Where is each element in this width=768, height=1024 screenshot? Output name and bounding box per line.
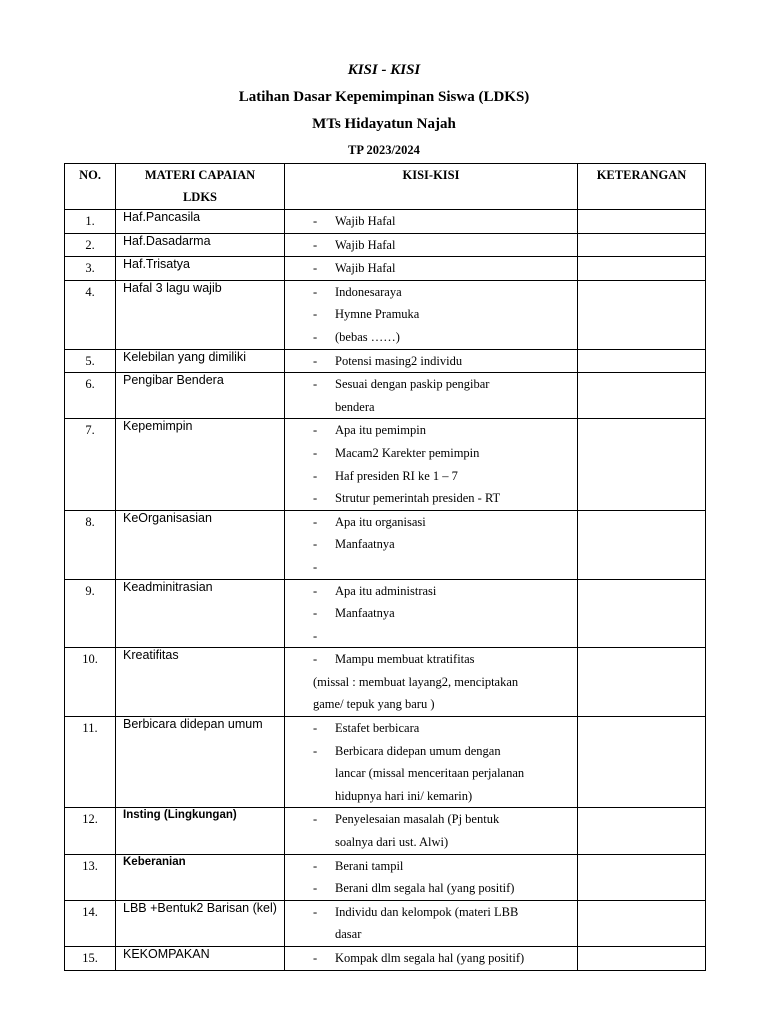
row-keterangan [578, 648, 706, 717]
bullet-dash: - [313, 537, 318, 552]
kisi-line [285, 303, 577, 326]
row-keterangan [578, 510, 706, 579]
kisi-text: Kompak dlm segala hal (yang positif) [335, 951, 525, 965]
kisi-text: Berbicara didepan umum dengan [335, 743, 501, 758]
row-materi: Kreatifitas [116, 648, 285, 717]
kisi-line [285, 556, 577, 579]
kisi-line [285, 210, 577, 233]
kisi-text: Estafet berbicara [335, 721, 420, 736]
row-number: 15. [65, 947, 116, 971]
row-kisi [285, 648, 578, 717]
table-row [65, 349, 706, 373]
kisi-line [285, 855, 577, 878]
row-keterangan [578, 210, 706, 234]
kisi-line [285, 602, 577, 625]
kisi-line [285, 326, 577, 349]
table-row [65, 510, 706, 579]
kisi-text: Wajib Hafal [335, 261, 396, 276]
kisi-text: Wajib Hafal [335, 214, 396, 228]
bullet-dash: - [313, 628, 318, 643]
table-row [65, 210, 706, 234]
kisi-text: Mampu membuat ktratifitas [335, 652, 475, 667]
kisi-text: Berani dlm segala hal (yang positif) [335, 881, 515, 896]
bullet-dash: - [313, 423, 318, 438]
row-kisi [285, 579, 578, 648]
school-name: MTs Hidayatun Najah [312, 116, 456, 132]
row-keterangan [578, 900, 706, 946]
kisi-line [285, 693, 577, 716]
kisi-text: (missal : membuat layang2, menciptakan [313, 674, 519, 689]
row-materi: LBB +Bentuk2 Barisan (kel) [116, 900, 285, 946]
row-keterangan [578, 717, 706, 808]
kisi-line [285, 671, 577, 694]
row-kisi [285, 900, 578, 946]
kisi-text: Haf presiden RI ke 1 – 7 [335, 468, 458, 483]
row-keterangan [578, 373, 706, 419]
kisi-text: Berani tampil [335, 858, 404, 873]
row-keterangan [578, 419, 706, 510]
row-kisi [285, 280, 578, 349]
kisi-text: hidupnya hari ini/ kemarin) [335, 788, 473, 803]
kisi-text: Indonesaraya [335, 284, 402, 299]
row-keterangan [578, 854, 706, 900]
kisi-text: Penyelesaian masalah (Pj bentuk [335, 812, 500, 827]
kisi-line [285, 580, 577, 603]
row-keterangan [578, 257, 706, 281]
bullet-dash: - [313, 353, 318, 368]
row-number: 2. [65, 233, 116, 257]
row-materi: Kelebilan yang dimiliki [116, 349, 285, 373]
kisi-text: dasar [335, 927, 362, 942]
kisi-text: Potensi masing2 individu [335, 353, 463, 368]
bullet-dash: - [313, 377, 318, 392]
row-materi: Insting (Lingkungan) [116, 808, 285, 854]
row-kisi [285, 349, 578, 373]
bullet-dash: - [313, 491, 318, 506]
row-number: 6. [65, 373, 116, 419]
row-kisi [285, 210, 578, 234]
bullet-dash: - [313, 881, 318, 896]
kisi-line [285, 923, 577, 946]
table-row [65, 808, 706, 854]
bullet-dash: - [313, 329, 318, 344]
row-materi: Haf.Dasadarma [116, 233, 285, 257]
row-materi: Pengibar Bendera [116, 373, 285, 419]
row-number: 14. [65, 900, 116, 946]
kisi-line [285, 396, 577, 419]
row-number: 1. [65, 210, 116, 234]
bullet-dash: - [313, 951, 318, 965]
kisi-line [285, 740, 577, 763]
row-number: 11. [65, 717, 116, 808]
row-kisi [285, 717, 578, 808]
row-materi: Keberanian [116, 854, 285, 900]
table-row [65, 717, 706, 808]
row-kisi [285, 947, 578, 971]
row-materi: Kepemimpin [116, 419, 285, 510]
row-number: 5. [65, 349, 116, 373]
row-number: 10. [65, 648, 116, 717]
bullet-dash: - [313, 858, 318, 873]
row-kisi [285, 419, 578, 510]
kisi-line [285, 808, 577, 831]
kisi-text: Strutur pemerintah presiden - RT [335, 491, 501, 506]
kisi-text: Manfaatnya [335, 537, 395, 552]
row-number: 3. [65, 257, 116, 281]
row-materi: Haf.Pancasila [116, 210, 285, 234]
document-title: KISI - KISI [347, 62, 421, 78]
kisi-text: Wajib Hafal [335, 237, 396, 252]
kisi-line [285, 465, 577, 488]
bullet-dash: - [313, 445, 318, 460]
row-number: 7. [65, 419, 116, 510]
row-kisi [285, 510, 578, 579]
row-materi: Haf.Trisatya [116, 257, 285, 281]
table-row [65, 280, 706, 349]
bullet-dash: - [313, 468, 318, 483]
header-materi-line2: LDKS [182, 190, 218, 204]
kisi-text: Apa itu organisasi [335, 514, 426, 529]
table-row [65, 947, 706, 971]
kisi-text: Apa itu pemimpin [335, 423, 426, 438]
kisi-line [285, 373, 577, 396]
row-keterangan [578, 579, 706, 648]
kisi-line [285, 625, 577, 648]
kisi-line [285, 717, 577, 740]
row-keterangan [578, 349, 706, 373]
kisi-text: Individu dan kelompok (materi LBB [335, 904, 519, 919]
bullet-dash: - [313, 721, 318, 736]
bullet-dash: - [313, 261, 318, 276]
school-year: TP 2023/2024 [348, 143, 420, 157]
row-number: 8. [65, 510, 116, 579]
kisi-text: (bebas ……) [335, 329, 400, 344]
kisi-line [285, 419, 577, 442]
bullet-dash: - [313, 652, 318, 667]
document-subtitle: Latihan Dasar Kepemimpinan Siswa (LDKS) [238, 89, 530, 105]
table-row [65, 579, 706, 648]
row-keterangan [578, 233, 706, 257]
kisi-line [285, 648, 577, 671]
row-materi: Hafal 3 lagu wajib [116, 280, 285, 349]
kisi-line [285, 533, 577, 556]
kisi-text: Apa itu administrasi [335, 583, 437, 598]
row-materi: KeOrganisasian [116, 510, 285, 579]
kisi-line [285, 350, 577, 373]
kisi-line [285, 257, 577, 280]
row-keterangan [578, 280, 706, 349]
header-kisi: KISI-KISI [285, 164, 578, 210]
bullet-dash: - [313, 812, 318, 827]
row-materi: Keadminitrasian [116, 579, 285, 648]
table-row [65, 854, 706, 900]
kisi-line [285, 442, 577, 465]
row-keterangan [578, 808, 706, 854]
kisi-line [285, 947, 577, 970]
kisi-text: game/ tepuk yang baru ) [313, 697, 435, 712]
row-keterangan [578, 947, 706, 971]
bullet-dash: - [313, 606, 318, 621]
bullet-dash: - [313, 284, 318, 299]
bullet-dash: - [313, 307, 318, 322]
row-number: 12. [65, 808, 116, 854]
kisi-text: Macam2 Karekter pemimpin [335, 445, 480, 460]
table-row [65, 257, 706, 281]
table-row [65, 900, 706, 946]
table-row [65, 648, 706, 717]
kisi-line [285, 831, 577, 854]
kisi-line [285, 281, 577, 304]
bullet-dash: - [313, 237, 318, 252]
row-kisi [285, 257, 578, 281]
kisi-text: bendera [335, 399, 375, 414]
kisi-text: lancar (missal menceritaan perjalanan [335, 766, 525, 781]
header-materi-line1: MATERI CAPAIAN [144, 168, 256, 182]
kisi-line [285, 487, 577, 510]
table-row [65, 373, 706, 419]
row-kisi [285, 233, 578, 257]
kisi-table [64, 163, 706, 971]
kisi-text: Manfaatnya [335, 606, 395, 621]
kisi-line [285, 762, 577, 785]
header-keterangan: KETERANGAN [578, 164, 706, 210]
kisi-line [285, 877, 577, 900]
row-number: 9. [65, 579, 116, 648]
table-row [65, 419, 706, 510]
row-number: 13. [65, 854, 116, 900]
row-kisi [285, 854, 578, 900]
bullet-dash: - [313, 583, 318, 598]
header-materi [116, 164, 285, 210]
row-kisi [285, 808, 578, 854]
kisi-text: Sesuai dengan paskip pengibar [335, 377, 490, 392]
kisi-line [285, 234, 577, 257]
kisi-line [285, 785, 577, 808]
kisi-line [285, 511, 577, 534]
header-no: NO. [65, 164, 116, 210]
kisi-text: soalnya dari ust. Alwi) [335, 835, 449, 850]
table-header-row [65, 164, 706, 210]
kisi-line [285, 901, 577, 924]
row-kisi [285, 373, 578, 419]
bullet-dash: - [313, 743, 318, 758]
bullet-dash: - [313, 559, 318, 574]
row-materi: KEKOMPAKAN [116, 947, 285, 971]
kisi-text: Hymne Pramuka [335, 307, 420, 322]
bullet-dash: - [313, 514, 318, 529]
row-number: 4. [65, 280, 116, 349]
table-row [65, 233, 706, 257]
row-materi: Berbicara didepan umum [116, 717, 285, 808]
bullet-dash: - [313, 214, 318, 228]
bullet-dash: - [313, 904, 318, 919]
